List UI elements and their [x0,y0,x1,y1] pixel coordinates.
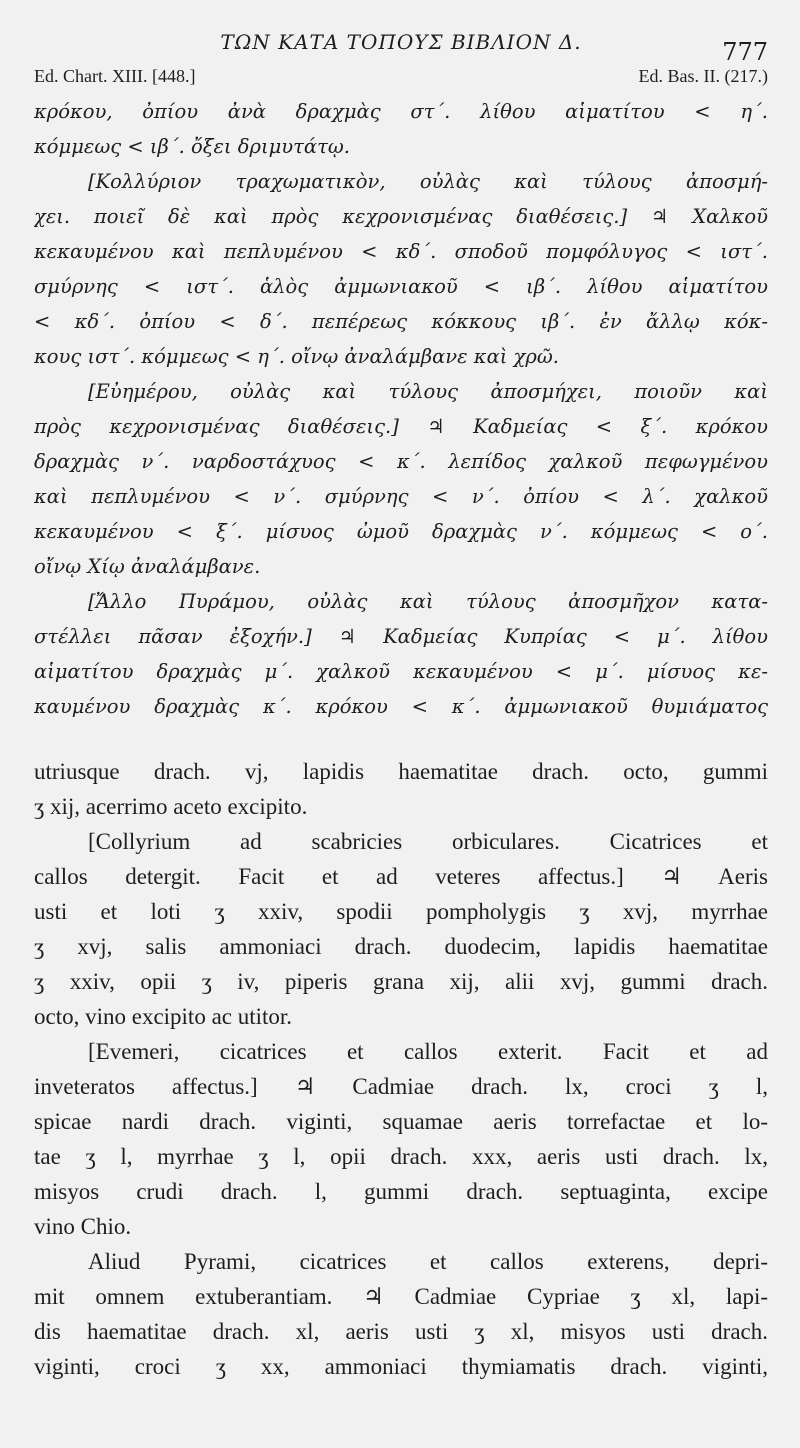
greek-line: οἴνῳ Χίῳ ἀναλάμβανε. [34,555,261,578]
greek-line: κόμμεως < ιβ΄. ὄξει δριμυτάτῳ. [34,135,350,158]
greek-line: καὶ πεπλυμένου < ν΄. σμύρνης < ν΄. ὀπίου < λ΄. χαλκοῦ [34,485,768,508]
greek-line: κεκαυμένου < ξ΄. μίσυος ὠμοῦ δραχμὰς ν΄. κόμμεως < ο΄. [34,520,768,543]
greek-line: δραχμὰς ν΄. ναρδοστάχυος < κ΄. λεπίδος χαλκοῦ πεφωγμένου [34,450,768,473]
latin-line: ʒ xxiv, opii ʒ iv, piperis grana xij, alii xvj, gummi drach. [34,969,768,994]
latin-line: vino Chio. [34,1214,132,1239]
latin-line: [Collyrium ad scabricies orbiculares. Cicatrices et [88,829,768,854]
running-head: ΤΩΝ ΚΑΤΑ ΤΟΠΟΥΣ ΒΙΒΛΙΟΝ Δ. [220,30,582,54]
latin-line: viginti, croci ʒ xx, ammoniaci thymiamatis drach. viginti, [34,1354,768,1379]
edition-chartier: Ed. Chart. XIII. [448.] [34,66,196,86]
latin-line: inveteratos affectus.] ♃ Cadmiae drach. lx, croci ʒ l, [34,1074,768,1099]
edition-line [34,66,768,94]
latin-line: usti et loti ʒ xxiv, spodii pompholygis ʒ xvj, myrrhae [34,899,768,924]
latin-line: callos detergit. Facit et ad veteres affectus.] ♃ Aeris [34,864,768,889]
book-page [34,26,768,1384]
greek-line: αἱματίτου δραχμὰς μ΄. χαλκοῦ κεκαυμένου < μ΄. μίσυος κε- [34,660,768,683]
latin-line: [Evemeri, cicatrices et callos exterit. Facit et ad [88,1039,768,1064]
latin-line: spicae nardi drach. viginti, squamae aeris torrefactae et lo- [34,1109,768,1134]
greek-line: < κδ΄. ὀπίου < δ΄. πεπέρεως κόκκους ιβ΄. ἐν ἄλλῳ κόκ- [34,310,768,333]
latin-line: tae ʒ l, myrrhae ʒ l, opii drach. xxx, aeris usti drach. lx, [34,1144,768,1169]
latin-text-block [34,754,768,1384]
latin-line: ʒ xvj, salis ammoniaci drach. duodecim, lapidis haematitae [34,934,768,959]
latin-line: ʒ xij, acerrimo aceto excipito. [34,794,308,819]
greek-text-block [34,94,768,724]
latin-line: misyos crudi drach. l, gummi drach. septuaginta, excipe [34,1179,768,1204]
page-header [34,26,768,66]
greek-line: [Κολλύριον τραχωματικὸν, οὐλὰς καὶ τύλους ἀποσμή- [88,170,768,193]
latin-line: Aliud Pyrami, cicatrices et callos exterens, depri- [88,1249,768,1274]
greek-line: χει. ποιεῖ δὲ καὶ πρὸς κεχρονισμένας διαθέσεις.] ♃ Χαλκοῦ [34,205,768,228]
greek-line: στέλλει πᾶσαν ἐξοχήν.] ♃ Καδμείας Κυπρίας < μ΄. λίθου [34,625,768,648]
greek-line: κεκαυμένου καὶ πεπλυμένου < κδ΄. σποδοῦ πομφόλυγος < ιστ΄. [34,240,768,263]
edition-basel: Ed. Bas. II. (217.) [638,66,768,86]
page-number: 777 [722,38,768,66]
section-gap [34,724,768,754]
latin-line: octo, vino excipito ac utitor. [34,1004,293,1029]
greek-line: [Εὐημέρου, οὐλὰς καὶ τύλους ἀποσμήχει, ποιοῦν καὶ [88,380,768,403]
greek-line: κους ιστ΄. κόμμεως < η΄. οἴνῳ ἀναλάμβανε καὶ χρῶ. [34,345,559,368]
greek-line: καυμένου δραχμὰς κ΄. κρόκου < κ΄. ἀμμωνιακοῦ θυμιάματος [34,695,768,718]
latin-line: dis haematitae drach. xl, aeris usti ʒ xl, misyos usti drach. [34,1319,768,1344]
latin-line: mit omnem extuberantiam. ♃ Cadmiae Cypriae ʒ xl, lapi- [34,1284,768,1309]
greek-line: κρόκου, ὀπίου ἀνὰ δραχμὰς στ΄. λίθου αἱματίτου < η΄. [34,100,768,123]
greek-line: [Ἄλλο Πυράμου, οὐλὰς καὶ τύλους ἀποσμῆχον κατα- [88,590,768,613]
greek-line: σμύρνης < ιστ΄. ἁλὸς ἀμμωνιακοῦ < ιβ΄. λίθου αἱματίτου [34,275,768,298]
greek-line: πρὸς κεχρονισμένας διαθέσεις.] ♃ Καδμείας < ξ΄. κρόκου [34,415,768,438]
latin-line: utriusque drach. vj, lapidis haematitae drach. octo, gummi [34,759,768,784]
